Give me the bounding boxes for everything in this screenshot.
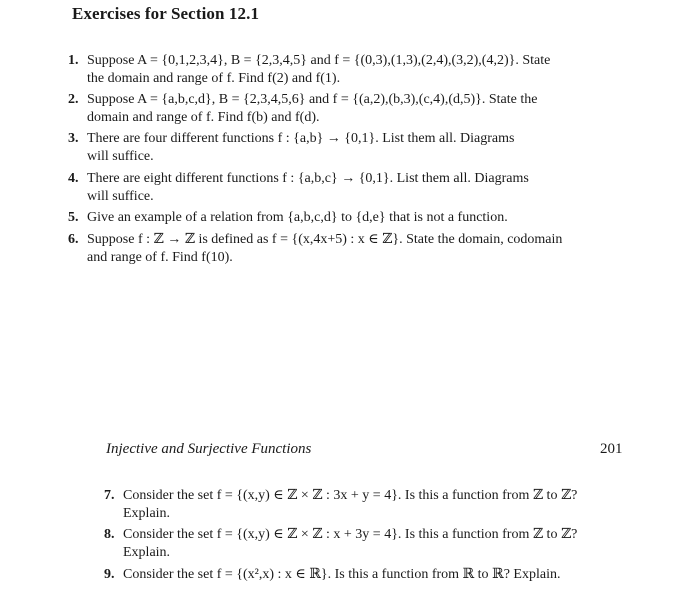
exercise-number: 7. [104,488,115,503]
exercise-line: the domain and range of f. Find f(2) and f(1). [87,71,341,86]
exercise-number: 6. [68,232,79,247]
exercise-line: Suppose A = {0,1,2,3,4}, B = {2,3,4,5} and f = {(0,3),(1,3),(2,4),(3,2),(4,2)}. State [87,53,551,68]
exercise-line: will suffice. [87,149,154,164]
exercise-number: 5. [68,210,79,225]
exercise-4 [68,170,608,206]
exercise-9 [104,566,644,584]
section-title: Exercises for Section 12.1 [72,4,260,23]
exercise-line: Consider the set f = {(x²,x) : x ∈ ℝ}. Is this a function from ℝ to ℝ? Explain. [123,567,561,582]
exercise-6 [68,231,608,267]
exercise-line: Suppose A = {a,b,c,d}, B = {2,3,4,5,6} and f = {(a,2),(b,3),(c,4),(d,5)}. State the [87,92,538,107]
exercise-number: 2. [68,92,79,107]
exercise-7 [104,487,644,523]
page-number: 201 [600,441,623,457]
exercise-8 [104,526,644,562]
exercise-number: 9. [104,567,115,582]
exercise-line: Suppose f : ℤ → ℤ is defined as f = {(x,4x+5) : x ∈ ℤ}. State the domain, codomain [87,232,563,247]
exercise-line: and range of f. Find f(10). [87,250,233,265]
exercise-number: 8. [104,527,115,542]
exercise-line: There are eight different functions f : {a,b,c} → {0,1}. List them all. Diagrams [87,171,529,186]
exercise-line: Explain. [123,506,171,521]
exercise-line: will suffice. [87,189,154,204]
exercise-line: Give an example of a relation from {a,b,c,d} to {d,e} that is not a function. [87,210,508,225]
exercise-3 [68,130,608,166]
exercise-number: 3. [68,131,79,146]
exercise-5 [68,209,608,227]
running-head: Injective and Surjective Functions [106,441,312,457]
exercise-2 [68,91,608,127]
exercise-1 [68,52,608,88]
exercise-line: domain and range of f. Find f(b) and f(d). [87,110,320,125]
exercise-line: Consider the set f = {(x,y) ∈ ℤ × ℤ : x + 3y = 4}. Is this a function from ℤ to ℤ? [123,527,578,542]
exercise-line: There are four different functions f : {a,b} → {0,1}. List them all. Diagrams [87,131,515,146]
exercise-number: 4. [68,171,79,186]
exercise-line: Explain. [123,545,171,560]
exercise-number: 1. [68,53,79,68]
exercise-line: Consider the set f = {(x,y) ∈ ℤ × ℤ : 3x + y = 4}. Is this a function from ℤ to ℤ? [123,488,578,503]
